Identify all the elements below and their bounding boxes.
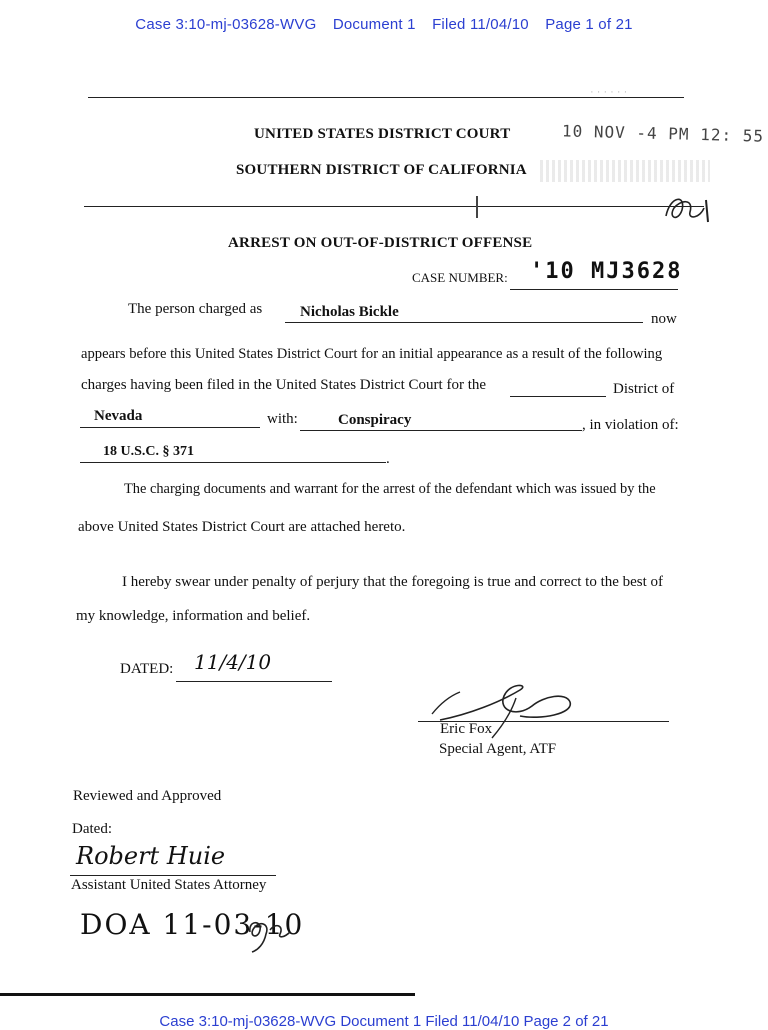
second-rule — [84, 206, 704, 207]
doa-handwritten-note: DOA 11-03-10 — [80, 908, 305, 941]
charge-underline — [300, 430, 582, 431]
statute-period: . — [386, 451, 390, 467]
body-line-3: charges having been filed in the United States District Court for the — [81, 377, 487, 393]
para3-line1: I hereby swear under penalty of perjury that the foregoing is true and correct to the best of — [122, 574, 664, 590]
agent-title: Special Agent, ATF — [439, 741, 557, 757]
doa-initials-signature — [244, 912, 294, 956]
faint-clerk-stamp — [540, 160, 710, 182]
review-dated-label: Dated: — [72, 821, 112, 837]
charged-prefix: The person charged as — [128, 301, 263, 317]
page-break-bar — [0, 993, 415, 996]
ausa-signature: Robert Huie — [76, 842, 226, 870]
district-blank-line — [510, 396, 606, 397]
ecf-header-stamp — [0, 16, 768, 33]
defendant-underline — [285, 322, 643, 323]
next-page-header-stamp: Case 3:10-mj-03628-WVG Document 1 Filed 11/04/10 Page 2 of 21 — [159, 1013, 609, 1030]
para2-line1: The charging documents and warrant for the arrest of the defendant which was issued by the — [124, 481, 656, 497]
district-name: Nevada — [94, 408, 143, 424]
court-district: SOUTHERN DISTRICT OF CALIFORNIA — [236, 162, 527, 178]
case-number-underline — [510, 289, 678, 290]
header-filed: Filed 11/04/10 — [432, 16, 529, 33]
header-case: Case 3:10-mj-03628-WVG — [135, 16, 317, 33]
faint-stamp-mark: · · · · · · — [590, 86, 628, 98]
dated-handwritten: 11/4/10 — [194, 650, 272, 674]
ausa-signature-line — [70, 875, 276, 876]
court-name: UNITED STATES DISTRICT COURT — [254, 126, 511, 142]
para2-line2: above United States District Court are attached hereto. — [78, 519, 406, 535]
reviewed-approved-label: Reviewed and Approved — [73, 788, 222, 804]
charge-name: Conspiracy — [338, 412, 412, 428]
statute-underline — [80, 462, 386, 463]
ausa-title: Assistant United States Attorney — [71, 877, 267, 893]
statute: 18 U.S.C. § 371 — [103, 444, 195, 459]
document-title: ARREST ON OUT-OF-DISTRICT OFFENSE — [228, 235, 533, 251]
now-word: now — [651, 311, 677, 327]
case-number-label: CASE NUMBER: — [412, 270, 508, 285]
filed-clock-stamp: 10 NOV -4 PM 12: 55 — [561, 121, 765, 146]
in-violation-of: , in violation of: — [582, 417, 679, 433]
defendant-name: Nicholas Bickle — [300, 304, 399, 320]
header-document: Document 1 — [332, 16, 416, 33]
district-underline — [80, 427, 260, 428]
dated-underline — [176, 681, 332, 682]
body-line-2: appears before this United States District Court for an initial appearance as a result of the following — [81, 346, 663, 362]
stamp-tick-mark — [476, 196, 478, 218]
clerk-initials-signature — [660, 188, 720, 228]
header-page: Page 1 of 21 — [545, 16, 633, 33]
dated-label: DATED: — [120, 661, 174, 677]
with-word: with: — [267, 411, 298, 427]
agent-name: Eric Fox — [440, 721, 493, 737]
para3-line2: my knowledge, information and belief. — [76, 608, 311, 624]
case-number-value: '10 MJ3628 — [530, 259, 683, 284]
district-of-word: District of — [613, 381, 675, 397]
